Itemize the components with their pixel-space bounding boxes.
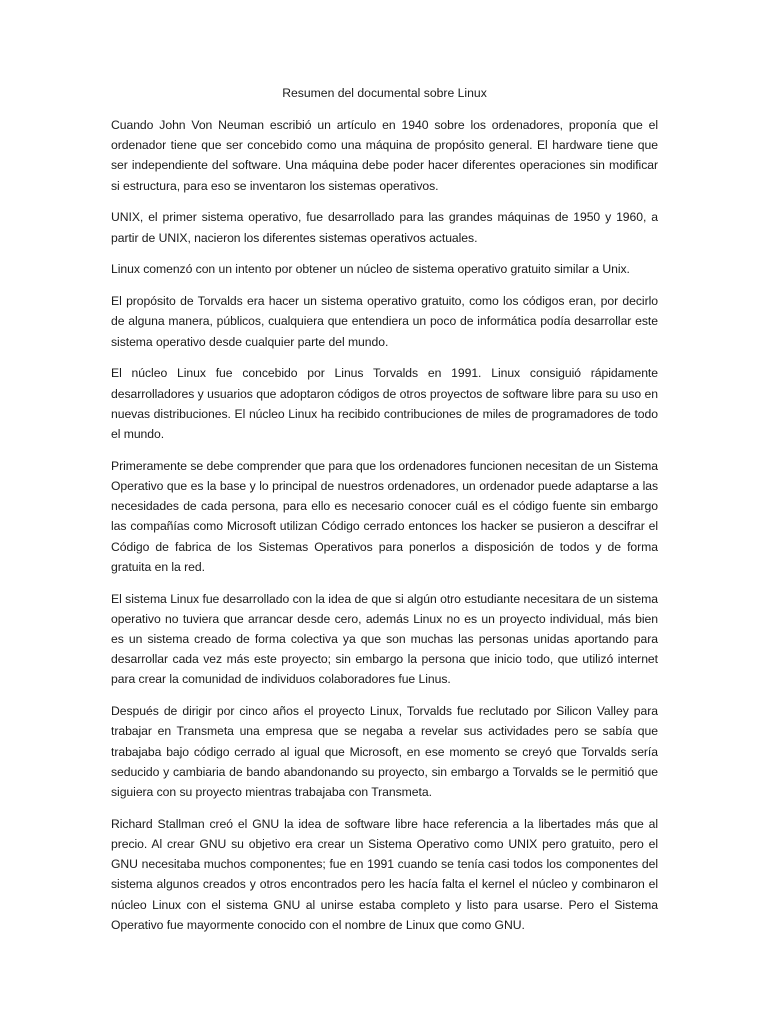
paragraph-collective-project: El sistema Linux fue desarrollado con la idea de que si algún otro estudiante necesitara de un sistema operativo no tuviera que arrancar desde cero, además Linux no es un proyecto individual, más bien es un sistema creado de forma colectiva ya que son muchas las personas unidas aportando para desarrollar cada vez más este proyecto; sin embargo la persona que inicio todo, que utilizó internet para crear la comunidad de individuos colaboradores fue Linus. xyxy=(111,591,658,687)
paragraph-stallman-gnu: Richard Stallman creó el GNU la idea de software libre hace referencia a la libertades más que al precio. Al crear GNU su objetivo era crear un Sistema Operativo como UNIX pero gratuito, pero el GNU necesitaba muchos componentes; fue en 1991 cuando se tenía casi todos los componentes del sistema algunos creados y otros encontrados pero les hacía falta el kernel el núcleo y combinaron el núcleo Linux con el sistema GNU al unirse estaba completo y listo para usarse. Pero el Sistema Operativo fue mayormente conocido con el nombre de Linux que como GNU. xyxy=(111,816,658,932)
paragraph-transmeta: Después de dirigir por cinco años el proyecto Linux, Torvalds fue reclutado por Silicon Valley para trabajar en Transmeta una empresa que se negaba a revelar sus actividades pero se sabía que trabajaba bajo código cerrado al igual que Microsoft, en ese momento se creyó que Torvalds sería seducido y cambiaria de bando abandonando su proyecto, sin embargo a Torvalds se le permitió que siguiera con su proyecto mientras trabajaba con Transmeta. xyxy=(111,704,658,800)
paragraph-linux-kernel-intent: Linux comenzó con un intento por obtener un núcleo de sistema operativo gratuito similar a Unix. xyxy=(111,262,630,277)
paragraph-von-neuman: Cuando John Von Neuman escribió un artículo en 1940 sobre los ordenadores, proponía que el ordenador tiene que ser concebido como una máquina de propósito general. El hardware tiene que ser independiente del software. Una máquina debe poder hacer diferentes operaciones sin modificar si estructura, para eso se inventaron los sistemas operativos. xyxy=(111,118,658,193)
document-title: Resumen del documental sobre Linux xyxy=(282,86,487,100)
paragraph-unix: UNIX, el primer sistema operativo, fue desarrollado para las grandes máquinas de 1950 y 1960, a partir de UNIX, nacieron los diferentes sistemas operativos actuales. xyxy=(111,210,658,245)
paragraph-kernel-1991: El núcleo Linux fue concebido por Linus Torvalds en 1991. Linux consiguió rápidamente desarrolladores y usuarios que adoptaron códigos de otros proyectos de software libre para su uso en nuevas distribuciones. El núcleo Linux ha recibido contribuciones de miles de programadores de todo el mundo. xyxy=(111,366,658,442)
paragraph-operating-system-basics: Primeramente se debe comprender que para que los ordenadores funcionen necesitan de un Sistema Operativo que es la base y lo principal de nuestros ordenadores, un ordenador puede adaptarse a las necesidades de cada persona, para ello es necesario conocer cuál es el código fuente sin embargo las compañías como Microsoft utilizan Código cerrado entonces los hacker se pusieron a descifrar el Código de fabrica de los Sistemas Operativos para ponerlos a disposición de todos y de forma gratuita en la red. xyxy=(111,458,658,574)
paragraph-torvalds-purpose: El propósito de Torvalds era hacer un sistema operativo gratuito, como los códigos eran, por decirlo de alguna manera, públicos, cualquiera que entendiera un poco de informática podía desarrollar este sistema operativo desde cualquier parte del mundo. xyxy=(111,294,658,349)
